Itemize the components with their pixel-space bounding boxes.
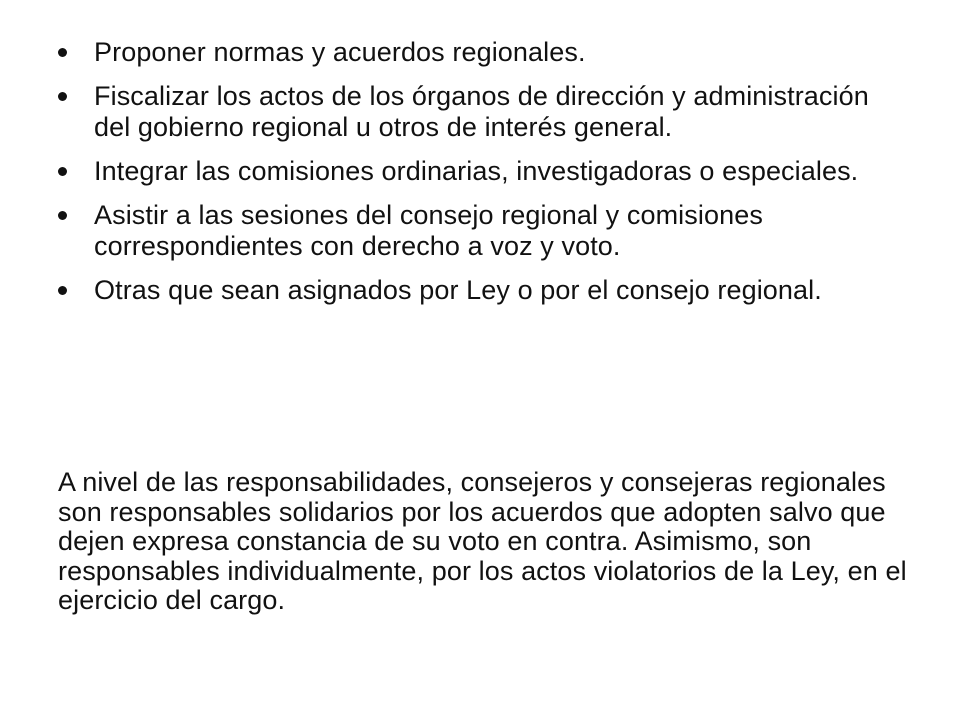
bullet-dot-icon xyxy=(58,167,67,176)
bullet-dot-icon xyxy=(58,92,67,101)
bullet-dot-icon xyxy=(58,48,67,57)
bullet-dot-icon xyxy=(58,286,67,295)
bullet-list xyxy=(58,37,908,319)
bullet-item-5 xyxy=(58,275,908,306)
bullet-item-2 xyxy=(58,81,908,143)
bullet-item-4 xyxy=(58,200,908,262)
bullet-text-3: Integrar las comisiones ordinarias, investigadoras o especiales. xyxy=(94,156,859,186)
responsibilities-paragraph: A nivel de las responsabilidades, consejeros y consejeras regionales son responsables solidarios por los acuerdos que adopten salvo que dejen expresa constancia de su voto en contra. Asimismo, son responsables individualmente, por los actos violatorios de la Ley, en el ejercicio del cargo. xyxy=(58,467,907,615)
bullet-text-2: Fiscalizar los actos de los órganos de dirección y administración del gobierno regional u otros de interés general. xyxy=(94,81,869,142)
bullet-dot-icon xyxy=(58,211,67,220)
bullet-item-3 xyxy=(58,156,908,187)
bullet-text-4: Asistir a las sesiones del consejo regional y comisiones correspondientes con derecho a voz y voto. xyxy=(94,200,763,261)
bullet-item-1 xyxy=(58,37,908,68)
bullet-text-1: Proponer normas y acuerdos regionales. xyxy=(94,37,586,67)
bullet-text-5: Otras que sean asignados por Ley o por el consejo regional. xyxy=(94,275,822,305)
